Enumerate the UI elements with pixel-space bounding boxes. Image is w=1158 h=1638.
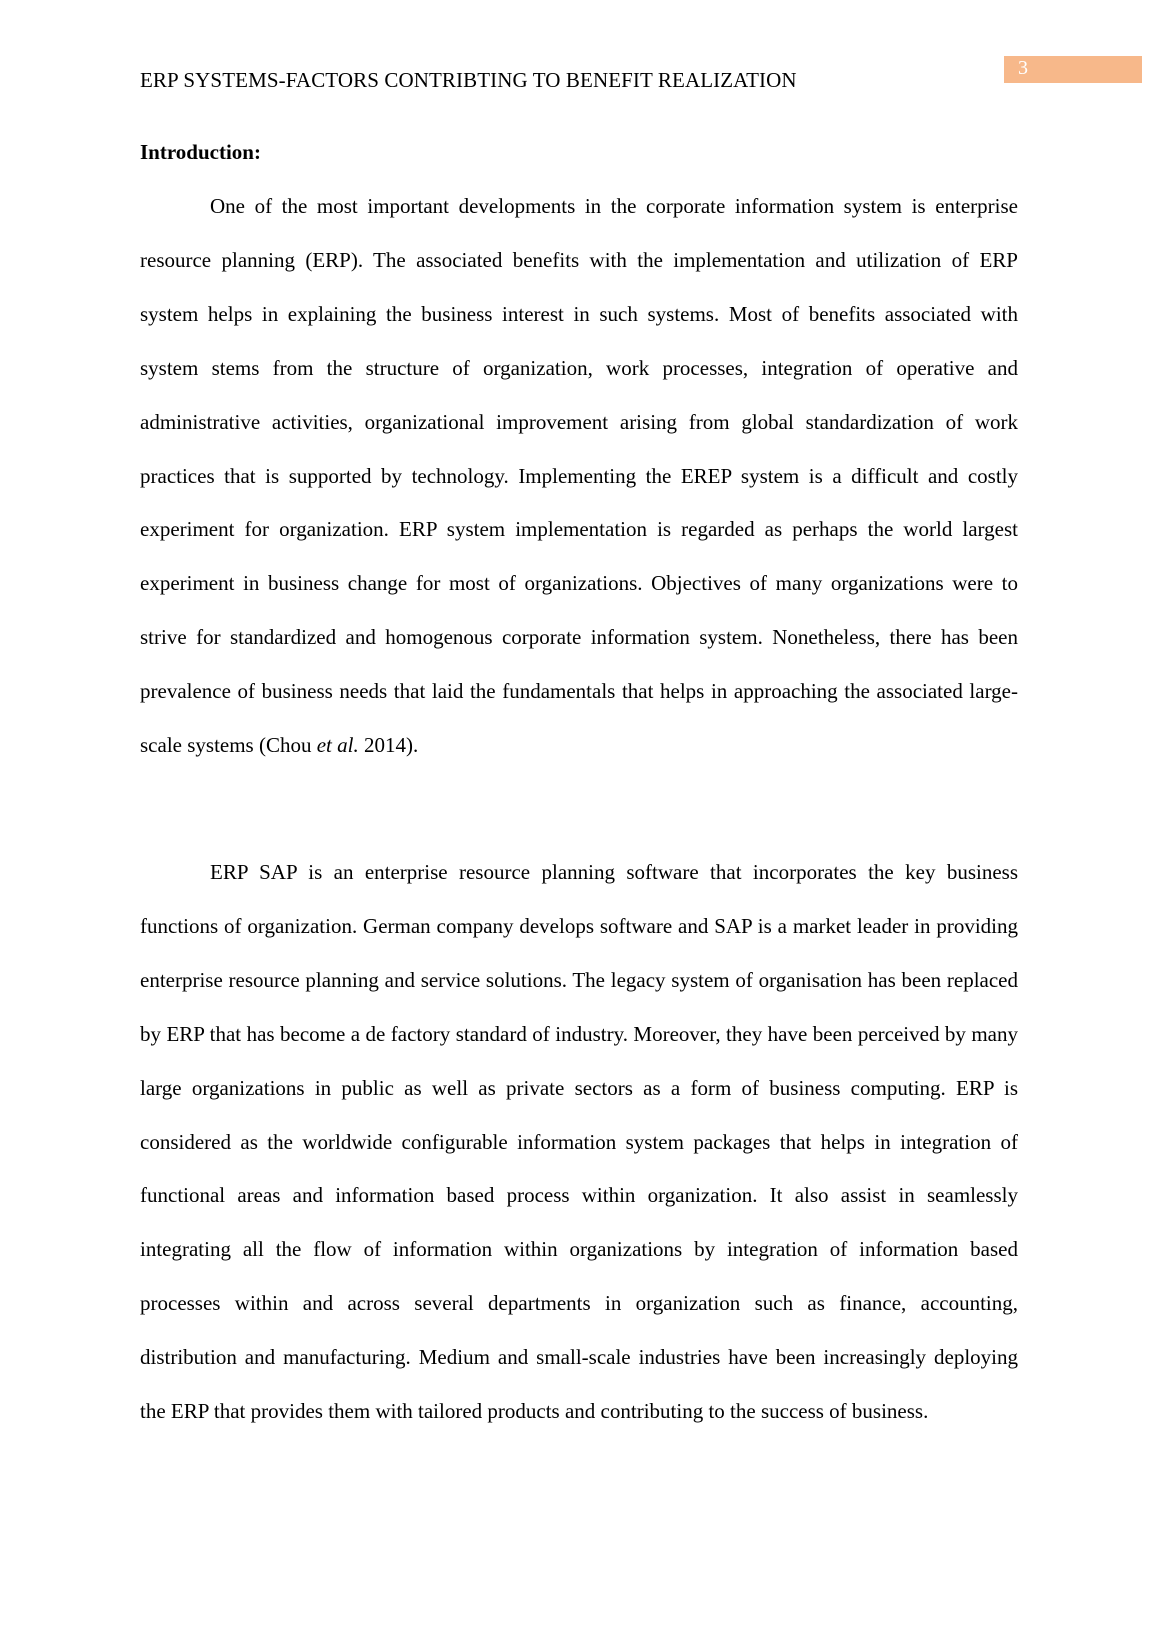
running-header: ERP SYSTEMS-FACTORS CONTRIBTING TO BENEFIT REALIZATION <box>140 68 797 92</box>
page-number: 3 <box>1018 57 1028 79</box>
body-paragraph-2: ERP SAP is an enterprise resource planning software that incorporates the key business functions of organization. German company develops software and SAP is a market leader in providing enterprise resource planning and service solutions. The legacy system of organisation has been replaced by ERP that has become a de factory standard of industry. Moreover, they have been perceived by many large organizations in public as well as private sectors as a form of business computing. ERP is considered as the worldwide configurable information system packages that helps in integration of functional areas and information based process within organization. It also assist in seamlessly integrating all the flow of information within organizations by integration of information based processes within and across several departments in organization such as finance, accounting, distribution and manufacturing. Medium and small-scale industries have been increasingly deploying the ERP that provides them with tailored products and contributing to the success of business. <box>140 860 1018 1424</box>
paragraph-1-text-end: 2014). <box>358 733 419 758</box>
paragraph-1-text: One of the most important developments in the corporate information system is enterprise resource planning (ERP). The associated benefits with the implementation and utilization of ERP system helps in explaining the business interest in such systems. Most of benefits associated with system stems from the structure of organization, work processes, integration of operative and administrative activities, organizational improvement arising from global standardization of work practices that is supported by technology. Implementing the EREP system is a difficult and costly experiment for organization. ERP system implementation is regarded as perhaps the world largest experiment in business change for most of organizations. Objectives of many organizations were to strive for standardized and homogenous corporate information system. Nonetheless, there has been prevalence of business needs that laid the fundamentals that helps in approaching the associated large-scale systems (Chou <box>140 194 1018 758</box>
page-number-badge <box>1004 56 1142 83</box>
body-paragraph-1 <box>140 180 1018 773</box>
citation-et-al: et al. <box>316 733 359 758</box>
section-heading: Introduction: <box>140 140 261 164</box>
